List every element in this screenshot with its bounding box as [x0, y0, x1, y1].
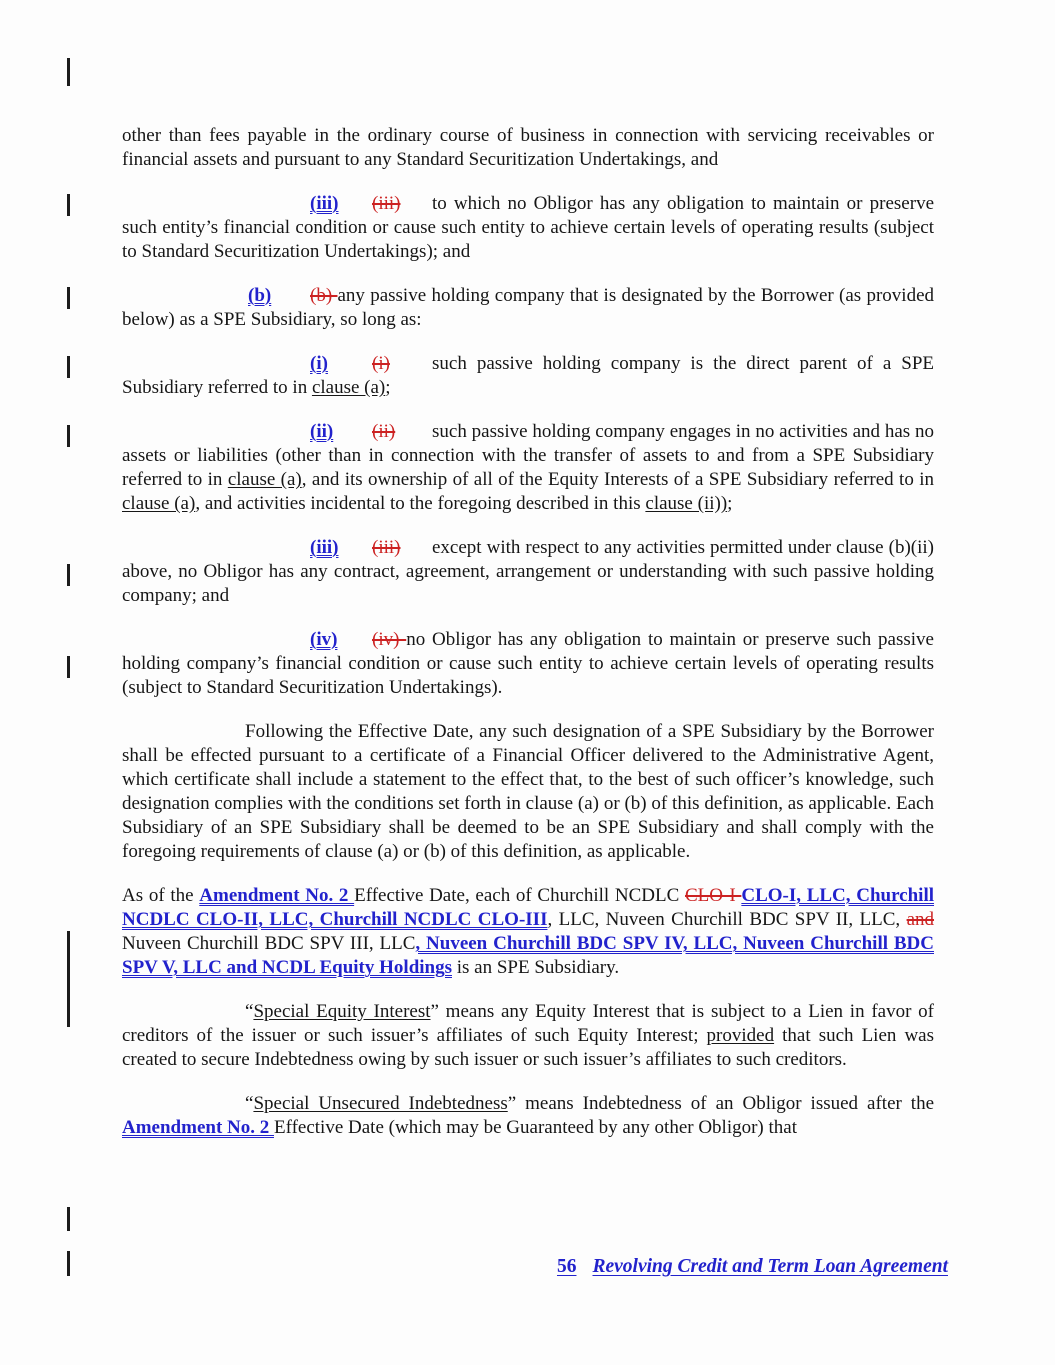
change-bar [67, 356, 70, 378]
change-bar [67, 287, 70, 309]
text-run: , and its ownership of all of the Equity Interests of a SPE Subsidiary referred to in [301, 469, 934, 490]
paragraph-special-equity-interest [122, 1000, 934, 1072]
text-run: “ [245, 1093, 254, 1114]
text-run: , Nuveen Churchill BDC SPV IV, LLC, Nuveen Churchill BDC SPV V, LLC and NCDL Equity Holdings [122, 933, 934, 978]
text-run: to which no Obligor has any obligation to maintain or preserve such entity’s financial condition or cause such entity to achieve certain levels of operating results (subject to Standard Securitization Undertakings); and [122, 193, 934, 262]
text-run: is an SPE Subsidiary. [452, 957, 620, 978]
text-run: As of the [122, 885, 200, 906]
text-run: other than fees payable in the ordinary course of business in connection with servicing receivables or financial assets and pursuant to any Standard Securitization Undertakings, and [122, 125, 934, 170]
text-run: and [906, 909, 935, 930]
change-bar [67, 425, 70, 447]
text-run: clause (a) [122, 493, 196, 514]
text-run: any passive holding company that is designated by the Borrower (as provided below) as a SPE Subsidiary, so long as: [122, 285, 935, 330]
tab-cell [310, 352, 372, 376]
text-run: clause (a) [227, 469, 302, 490]
text-run: (ii) [372, 421, 396, 442]
text-run: , LLC, Nuveen Churchill BDC SPV II, LLC, [547, 909, 907, 930]
text-run: (ii) [310, 421, 334, 442]
change-bar [67, 1251, 70, 1276]
text-run: Effective Date, each of Churchill NCDLC [354, 885, 685, 906]
page-footer [122, 1254, 948, 1280]
text-run: Nuveen Churchill BDC SPV III, LLC [122, 933, 416, 954]
paragraph-special-unsecured-indebtedness [122, 1092, 934, 1140]
text-run: such passive holding company engages in no activities and has no assets or liabilities (other than in connection with the transfer of assets to and from a SPE Subsidiary referred to in [122, 421, 934, 490]
change-bar [67, 58, 70, 86]
text-run: (iii) [310, 537, 339, 558]
text-run: ; [385, 377, 391, 398]
change-bar [67, 931, 70, 1027]
text-run: , and activities incidental to the foregoing described in this [195, 493, 646, 514]
text-run: that such Lien was created to secure Indebtedness owing by such issuer or such issuer’s affiliates to such creditors. [122, 1025, 934, 1070]
text-run: (iv) [310, 629, 338, 650]
text-run: ” means Indebtedness of an Obligor issued after the [507, 1093, 935, 1114]
tab-cell [372, 352, 432, 376]
change-bar [67, 194, 70, 216]
tab-cell [310, 420, 372, 444]
text-run: (iii) [372, 193, 401, 214]
text-run: no Obligor has any obligation to maintain or preserve such passive holding company’s financial condition or cause such entity to achieve certain levels of operating results (subject to Standard Securitization Undertakings). [122, 629, 934, 698]
tab-cell [372, 420, 432, 444]
page-number: 56 [556, 1256, 577, 1277]
text-run: clause (a) [311, 377, 386, 398]
text-run: (iii) [372, 537, 401, 558]
tab-cell [310, 192, 372, 216]
text-run: Special Unsecured Indebtedness [253, 1093, 508, 1114]
paragraph-spe-designation [122, 720, 934, 864]
clause-b-i-direct-parent [122, 352, 934, 400]
change-bar [67, 1207, 70, 1231]
text-run: such passive holding company is the direct parent of a SPE Subsidiary referred to in [122, 353, 934, 398]
text-run: except with respect to any activities permitted under clause (b)(ii) above, no Obligor has any contract, agreement, arrangement or understanding with such passive holding company; and [122, 537, 934, 606]
tab-cell [310, 628, 372, 652]
clause-b-iv-no-obligation [122, 628, 934, 700]
text-run: (iii) [310, 193, 339, 214]
text-run: clause (ii)) [645, 493, 728, 514]
text-run: Following the Effective Date, any such designation of a SPE Subsidiary by the Borrower shall be effected pursuant to a certificate of a Financial Officer delivered to the Administrative Agent, which certificate shall include a statement to the effect that, to the best of such officer’s knowledge, such designation complies with the conditions set forth in clause (a) or (b) of this definition, as applicable. Each Subsidiary of an SPE Subsidiary shall be deemed to be an SPE Subsidiary and shall comply with the foregoing requirements of clause (a) or (b) of this definition, as applicable. [122, 721, 934, 862]
body-text [122, 124, 934, 1160]
text-run: ” means any Equity Interest that is subject to a Lien in favor of creditors of the issuer or such issuer’s affiliates of such Equity Interest; [122, 1001, 934, 1046]
text-run: Amendment No. 2 [199, 885, 355, 906]
text-run: provided [706, 1025, 775, 1046]
clause-iii-financial-condition [122, 192, 934, 264]
clause-b-ii-no-activities [122, 420, 934, 516]
clause-b-iii-no-contract [122, 536, 934, 608]
text-run: (i) [372, 353, 390, 374]
text-run: (b) [310, 285, 338, 306]
tab-cell [310, 536, 372, 560]
tab-cell [372, 192, 432, 216]
text-run: ; [727, 493, 733, 514]
text-run: CLO-I, LLC, Churchill NCDLC CLO-II, LLC, Churchill NCDLC CLO-III [122, 885, 935, 930]
text-run: “ [245, 1001, 254, 1022]
text-run: (b) [248, 285, 272, 306]
paragraph-servicing-fees [122, 124, 934, 172]
paragraph-amendment-spe-entities [122, 884, 934, 980]
tab-cell [372, 536, 432, 560]
footer-title: Revolving Credit and Term Loan Agreement [592, 1256, 948, 1277]
change-bar [67, 564, 70, 586]
text-run: (i) [310, 353, 328, 374]
text-run: Amendment No. 2 [122, 1117, 274, 1138]
text-run: CLO-I [685, 885, 742, 906]
text-run: Effective Date (which may be Guaranteed by any other Obligor) that [274, 1117, 798, 1138]
change-bar [67, 656, 70, 678]
tab-cell [248, 284, 310, 308]
text-run: Special Equity Interest [253, 1001, 431, 1022]
clause-b-passive-holding [122, 284, 934, 332]
text-run: (iv) [372, 629, 407, 650]
